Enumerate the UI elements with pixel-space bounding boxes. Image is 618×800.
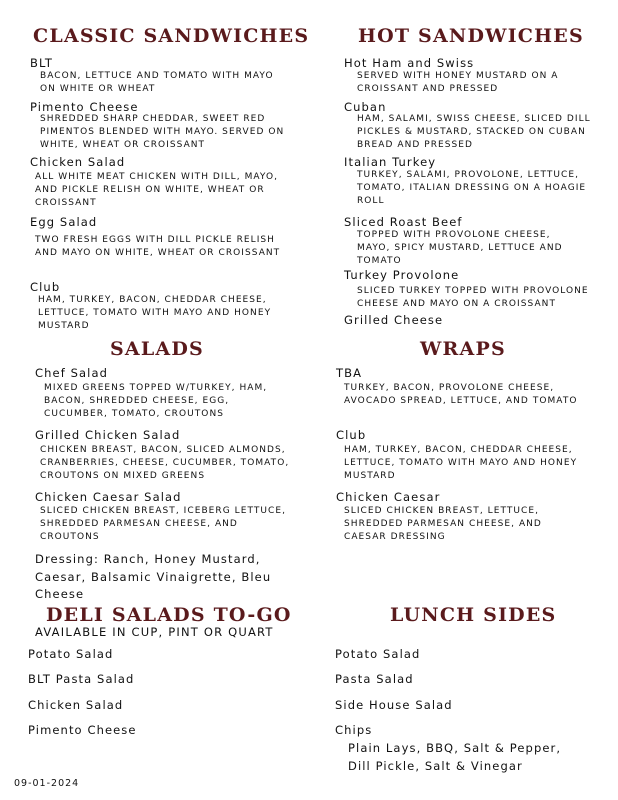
side-item: Pasta Salad (335, 672, 414, 686)
menu-date: 09-01-2024 (14, 778, 80, 789)
menu-item-description: SLICED TURKEY TOPPED WITH PROVOLONE CHEESE AND MAYO ON A CROISSANT (357, 286, 589, 309)
menu-item-name: Chef Salad (35, 366, 108, 380)
menu-item-name: BLT (30, 56, 54, 70)
salads-heading: SALADS (110, 338, 204, 360)
side-item: Side House Salad (335, 698, 453, 712)
menu-item-description: TURKEY, BACON, PROVOLONE CHEESE, AVOCADO SPREAD, LETTUCE, AND TOMATO (344, 383, 578, 406)
menu-item-description: HAM, TURKEY, BACON, CHEDDAR CHEESE, LETTUCE, TOMATO WITH MAYO AND HONEY MUSTARD (344, 445, 578, 481)
menu-item-description: SLICED CHICKEN BREAST, ICEBERG LETTUCE, SHREDDED PARMESAN CHEESE, AND CROUTONS (40, 506, 286, 542)
menu-item-description: SHREDDED SHARP CHEDDAR, SWEET RED PIMENTOS BLENDED WITH MAYO. SERVED ON WHITE, WHEAT OR CROISSANT (40, 114, 285, 150)
menu-item-name: Club (30, 280, 61, 294)
menu-item-name: Egg Salad (30, 215, 98, 229)
menu-item-name: Grilled Cheese (344, 313, 444, 327)
menu-item-name: Grilled Chicken Salad (35, 428, 181, 442)
menu-item-description: BACON, LETTUCE AND TOMATO WITH MAYO ON WHITE OR WHEAT (40, 71, 274, 94)
deli-salads-heading: DELI SALADS TO-GO (46, 604, 292, 626)
menu-item-description: SERVED WITH HONEY MUSTARD ON A CROISSANT AND PRESSED (357, 71, 559, 94)
menu-item-name: Italian Turkey (344, 155, 437, 169)
deli-item: BLT Pasta Salad (28, 672, 135, 686)
menu-item-description: ALL WHITE MEAT CHICKEN WITH DILL, MAYO, AND PICKLE RELISH ON WHITE, WHEAT OR CROISSANT (35, 172, 278, 208)
menu-item-name: Chicken Caesar (336, 490, 441, 504)
menu-item-name: Club (336, 428, 367, 442)
wraps-heading: WRAPS (420, 338, 506, 360)
side-item: Chips (335, 723, 373, 737)
classic-sandwiches-heading: CLASSIC SANDWICHES (33, 25, 310, 47)
lunch-sides-heading: LUNCH SIDES (390, 604, 557, 626)
menu-item-name: Chicken Caesar Salad (35, 490, 182, 504)
menu-item-description: CHICKEN BREAST, BACON, SLICED ALMONDS, CRANBERRIES, CHEESE, CUCUMBER, TOMATO, CROUTONS ON MIXED GREENS (40, 445, 290, 481)
hot-sandwiches-heading: HOT SANDWICHES (358, 25, 584, 47)
menu-item-description: MIXED GREENS TOPPED W/TURKEY, HAM, BACON, SHREDDED CHEESE, EGG, CUCUMBER, TOMATO, CROUTONS (44, 383, 268, 419)
side-item: Potato Salad (335, 647, 421, 661)
chips-flavors: Plain Lays, BBQ, Salt & Pepper, Dill Pickle, Salt & Vinegar (348, 741, 562, 773)
menu-item-description: HAM, SALAMI, SWISS CHEESE, SLICED DILL PICKLES & MUSTARD, STACKED ON CUBAN BREAD AND PRESSED (357, 114, 591, 150)
deli-salads-subtitle: AVAILABLE IN CUP, PINT OR QUART (35, 625, 274, 639)
menu-item-description: TURKEY, SALAMI, PROVOLONE, LETTUCE, TOMATO, ITALIAN DRESSING ON A HOAGIE ROLL (357, 170, 587, 206)
menu-item-name: Cuban (344, 100, 387, 114)
menu-item-name: Turkey Provolone (344, 268, 460, 282)
menu-item-description: TWO FRESH EGGS WITH DILL PICKLE RELISH AND MAYO ON WHITE, WHEAT OR CROISSANT (35, 235, 281, 258)
menu-item-description: TOPPED WITH PROVOLONE CHEESE, MAYO, SPICY MUSTARD, LETTUCE AND TOMATO (357, 230, 563, 266)
menu-item-description: SLICED CHICKEN BREAST, LETTUCE, SHREDDED PARMESAN CHEESE, AND CAESAR DRESSING (344, 506, 542, 542)
menu-item-name: Hot Ham and Swiss (344, 56, 475, 70)
deli-item: Potato Salad (28, 647, 114, 661)
menu-item-name: Sliced Roast Beef (344, 215, 463, 229)
menu-item-name: TBA (336, 366, 363, 380)
dressing-options: Dressing: Ranch, Honey Mustard, Caesar, Balsamic Vinaigrette, Bleu Cheese (35, 552, 272, 601)
menu-item-name: Pimento Cheese (30, 100, 139, 114)
deli-item: Chicken Salad (28, 698, 124, 712)
menu-item-name: Chicken Salad (30, 155, 126, 169)
deli-item: Pimento Cheese (28, 723, 137, 737)
menu-item-description: HAM, TURKEY, BACON, CHEDDAR CHEESE, LETTUCE, TOMATO WITH MAYO AND HONEY MUSTARD (38, 295, 272, 331)
